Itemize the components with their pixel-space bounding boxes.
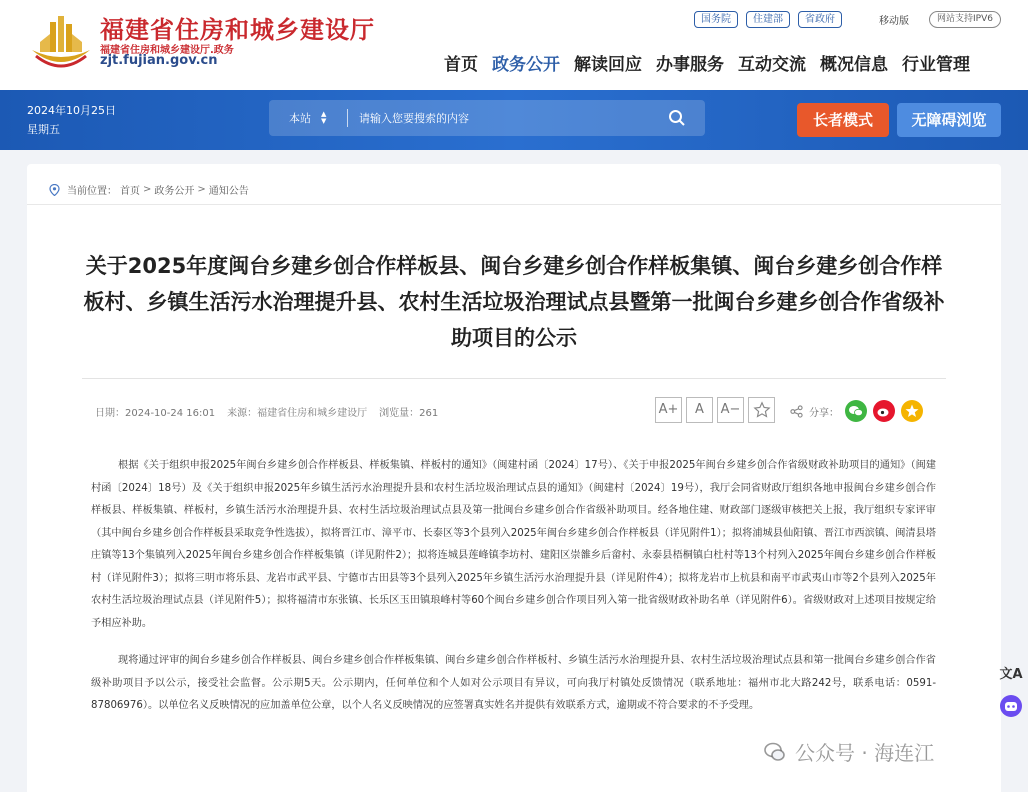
search-input[interactable]	[359, 108, 659, 128]
site-header	[0, 0, 1028, 90]
body-paragraph: 根据《关于组织申报2025年闽台乡建乡创合作样板县、样板集镇、样板村的通知》（闽建村函〔2024〕17号）、《关于申报2025年闽台乡建乡创合作省级财政补助项目的通知》（闽建村函〔2024〕18号）及《关于组织申报2025年乡镇生活污水治理提升县和农村生活垃圾治理试点县的通知》（闽建村〔2024〕19号），我厅会同省财政厅组织各地申报闽台乡建乡创合作样板县、样板集镇、样板村，乡镇生活污水治理提升县、农村生活垃圾治理试点县及第一批闽台乡建乡创合作省级补助项目。经各地住建、财政部门逐级审核把关上报，我厅组织专家评审（其中闽台乡建乡创合作样板县采取竞争性选拔），拟将晋江市、漳平市、长泰区等3个县列入2025年闽台乡建乡创合作样板县（详见附件1）；拟将浦城县仙阳镇、晋江市西滨镇、闽清县塔庄镇等13个集镇列入2025年闽台乡建乡创合作样板集镇（详见附件2）；拟将连城县莲峰镇李坊村、建阳区崇雒乡后畲村、永泰县梧桐镇白杜村等13个村列入2025年闽台乡建乡创合作样板村（详见附件3）；拟将三明市将乐县、龙岩市武平县、宁德市古田县等3个县列入2025年乡镇生活污水治理提升县（详见附件4）；拟将龙岩市上杭县和南平市武夷山市等2个县列入2025年农村生活垃圾治理试点县（详见附件5）；拟将福清市东张镇、长乐区玉田镇琅峰村等60个闽台乡建乡创合作项目列入第一批省级财政补助名单（详见附件6）。省级财政对上述项目按规定给予相应补助。	[91, 460, 936, 629]
nav-services[interactable]: 办事服务	[656, 55, 724, 75]
mobile-version-link[interactable]: 移动版	[879, 16, 909, 27]
assistant-robot-icon[interactable]	[998, 693, 1024, 719]
date-text: 2024年10月25日	[27, 104, 116, 117]
watermark-text: 公众号 · 海连江	[795, 741, 935, 765]
qzone-icon[interactable]	[901, 400, 923, 422]
search-scope-select[interactable]: 本站	[289, 112, 311, 125]
publish-date: 日期：2024-10-24 16:01	[95, 408, 216, 419]
nav-interaction[interactable]: 互动交流	[738, 55, 806, 75]
divider	[27, 204, 1001, 205]
current-date	[27, 101, 116, 139]
logo-icon[interactable]	[28, 12, 94, 70]
breadcrumb-government-affairs[interactable]: 政务公开	[154, 186, 195, 197]
site-title[interactable]: 福建省住房和城乡建设厅	[100, 15, 375, 44]
font-increase-button[interactable]: A+	[655, 397, 682, 423]
ipv6-badge: 网站支持IPV6	[929, 11, 1001, 28]
site-subtitle: 福建省住房和城乡建设厅.政务	[100, 45, 234, 56]
search-divider	[347, 109, 348, 127]
favorite-star-icon[interactable]	[748, 397, 775, 423]
font-default-button[interactable]: A	[686, 397, 713, 423]
nav-interpretation[interactable]: 解读回应	[574, 55, 642, 75]
breadcrumb	[49, 182, 249, 197]
font-decrease-button[interactable]: A−	[717, 397, 744, 423]
breadcrumb-home[interactable]: 首页	[120, 186, 140, 197]
article-card	[27, 164, 1001, 792]
breadcrumb-notices[interactable]: 通知公告	[208, 186, 249, 197]
font-size-tools	[655, 397, 775, 423]
breadcrumb-separator: >	[197, 184, 206, 195]
top-links	[694, 11, 842, 28]
article-source: 来源：福建省住房和城乡建设厅	[227, 408, 368, 419]
search-banner	[0, 90, 1028, 150]
link-ministry-housing[interactable]: 住建部	[746, 11, 790, 28]
location-pin-icon	[49, 184, 60, 196]
view-count: 浏览量：261	[379, 408, 439, 419]
wechat-icon[interactable]	[845, 400, 867, 422]
link-state-council[interactable]: 国务院	[694, 11, 738, 28]
nav-home[interactable]: 首页	[444, 55, 478, 75]
main-nav	[444, 50, 970, 75]
weekday-text: 星期五	[27, 123, 60, 136]
article-title: 关于2025年度闽台乡建乡创合作样板县、闽台乡建乡创合作样板集镇、闽台乡建乡创合作样板村、乡镇生活污水治理提升县、农村生活垃圾治理试点县暨第一批闽台乡建乡创合作省级补助项目的公示	[83, 254, 945, 350]
translate-icon[interactable]: 文A	[999, 667, 1023, 682]
breadcrumb-prefix: 当前位置：	[67, 186, 117, 197]
link-provincial-government[interactable]: 省政府	[798, 11, 842, 28]
site-domain: zjt.fujian.gov.cn	[100, 53, 218, 68]
share-bar	[790, 400, 923, 422]
watermark	[763, 737, 934, 766]
article-meta	[95, 404, 438, 419]
nav-government-affairs[interactable]: 政务公开	[492, 55, 560, 75]
nav-industry[interactable]: 行业管理	[902, 55, 970, 75]
article-body	[91, 455, 936, 733]
nav-overview[interactable]: 概况信息	[820, 55, 888, 75]
divider	[82, 378, 946, 379]
accessibility-button[interactable]: 无障碍浏览	[897, 103, 1001, 137]
wechat-official-account-icon	[763, 741, 787, 763]
search-icon[interactable]	[667, 108, 687, 128]
breadcrumb-separator: >	[143, 184, 152, 195]
share-icon	[790, 405, 803, 418]
weibo-icon[interactable]	[873, 400, 895, 422]
body-paragraph: 现将通过评审的闽台乡建乡创合作样板县、闽台乡建乡创合作样板集镇、闽台乡建乡创合作样板村、乡镇生活污水治理提升县、农村生活垃圾治理试点县和第一批闽台乡建乡创合作省级补助项目予以公示，接受社会监督。公示期5天。公示期内，任何单位和个人如对公示项目有异议，可向我厅村镇处反馈情况（联系地址：福州市北大路242号，联系电话：0591-87806976）。以单位名义反映情况的应加盖单位公章，以个人名义反映情况的应签署真实姓名并提供有效联系方式，逾期或不符合要求的不予受理。	[91, 655, 936, 711]
search-box	[269, 100, 705, 136]
elder-mode-button[interactable]: 长者模式	[797, 103, 889, 137]
share-label: 分享：	[809, 407, 839, 419]
sort-arrows-icon[interactable]: ▲ ▼	[321, 110, 327, 125]
